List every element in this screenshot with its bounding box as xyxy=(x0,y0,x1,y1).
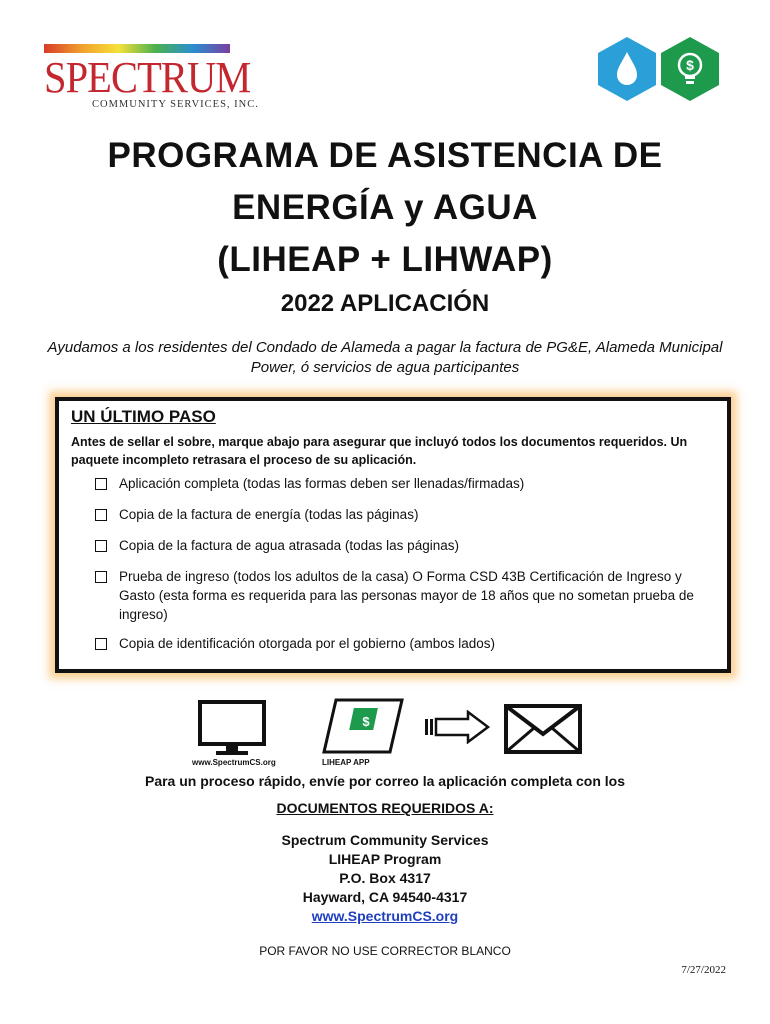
page-title xyxy=(0,130,770,286)
svg-text:$: $ xyxy=(686,57,694,73)
envelope-icon xyxy=(504,704,582,754)
checkbox[interactable] xyxy=(95,571,107,583)
address-program: LIHEAP Program xyxy=(328,851,442,867)
mail-instruction: Para un proceso rápido, envíe por correo la aplicación completa con los xyxy=(144,773,626,789)
rainbow-bar xyxy=(44,44,230,53)
logo-subtitle: COMMUNITY SERVICES, INC. xyxy=(92,99,259,110)
website-link[interactable]: www.SpectrumCS.org xyxy=(311,908,459,924)
spectrum-logo xyxy=(44,44,259,114)
checklist-item-label: Copia de identificación otorgada por el gobierno (ambos lados) xyxy=(119,636,495,651)
checklist-item xyxy=(95,536,715,555)
title-line: ENERGÍA y AGUA xyxy=(232,188,538,227)
checkbox[interactable] xyxy=(95,540,107,552)
checklist-title: UN ÚLTIMO PASO xyxy=(71,407,216,426)
checklist-item xyxy=(95,567,715,624)
checklist-item-label: Copia de la factura de energía (todas las páginas) xyxy=(119,507,419,522)
arrow-right-icon xyxy=(424,710,490,744)
checkbox[interactable] xyxy=(95,638,107,650)
tablet-app-icon xyxy=(322,698,404,754)
address-city: Hayward, CA 94540-4317 xyxy=(302,889,468,905)
logo-wordmark: SPECTRUM xyxy=(44,53,251,102)
checklist-item-label: Copia de la factura de agua atrasada (todas las páginas) xyxy=(119,538,459,553)
document-date: 7/27/2022 xyxy=(681,964,726,976)
app-label: LIHEAP APP xyxy=(322,758,370,767)
checklist-item xyxy=(95,474,715,493)
checkbox[interactable] xyxy=(95,478,107,490)
checklist-intro: Antes de sellar el sobre, marque abajo para asegurar que incluyó todos los documentos requeridos. Un paquete incompleto retrasara el proceso de su aplicación. xyxy=(71,435,688,467)
checkbox[interactable] xyxy=(95,509,107,521)
checklist-item xyxy=(95,634,715,653)
svg-text:$: $ xyxy=(362,714,370,729)
mailing-address xyxy=(0,831,770,926)
lightbulb-dollar-icon xyxy=(661,37,719,101)
address-org: Spectrum Community Services xyxy=(281,832,489,848)
monitor-icon xyxy=(198,700,266,756)
checklist-item-label: Prueba de ingreso (todos los adultos de la casa) O Forma CSD 43B Certificación de Ingreso y Gasto (esta forma es requerida para las personas mayor de 18 años que no sometan prueba de ingreso) xyxy=(119,569,694,622)
address-box: P.O. Box 4317 xyxy=(339,870,431,886)
tagline: Ayudamos a los residentes del Condado de Alameda a pagar la factura de PG&E, Alameda Municipal Power, ó servicios de agua participantes xyxy=(47,339,723,376)
checklist-box xyxy=(55,397,731,673)
website-label: www.SpectrumCS.org xyxy=(192,758,276,767)
page-subtitle: 2022 APLICACIÓN xyxy=(280,290,490,317)
submission-icons xyxy=(0,696,770,768)
title-line: PROGRAMA DE ASISTENCIA DE xyxy=(107,136,663,175)
utility-icons xyxy=(596,36,722,102)
notice: POR FAVOR NO USE CORRECTOR BLANCO xyxy=(259,944,511,958)
checklist-item xyxy=(95,505,715,524)
checklist-item-label: Aplicación completa (todas las formas deben ser llenadas/firmadas) xyxy=(119,476,525,491)
title-line: (LIHEAP + LIHWAP) xyxy=(217,240,553,279)
water-drop-icon xyxy=(598,37,656,101)
docs-heading: DOCUMENTOS REQUERIDOS A: xyxy=(276,800,494,816)
